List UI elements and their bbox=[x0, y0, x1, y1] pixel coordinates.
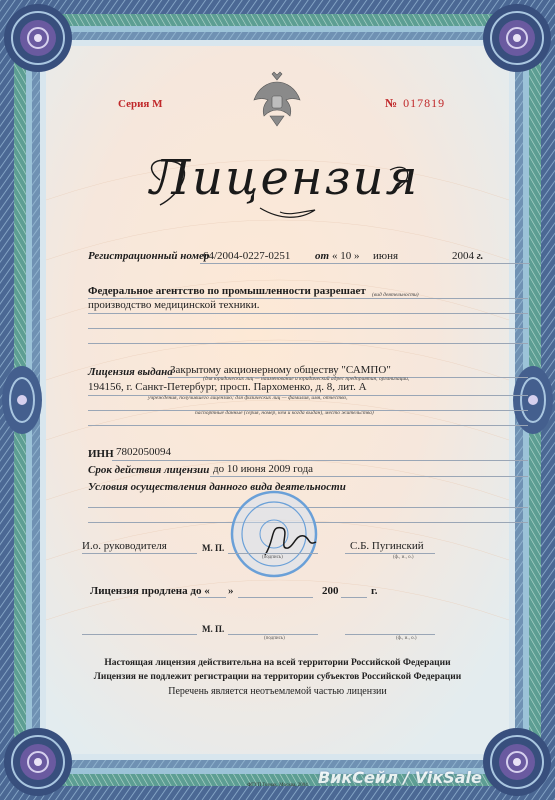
printer-imprint: ФГУП Гознак, Москва, 2004 bbox=[247, 783, 308, 788]
licensee-hint-2: учреждения, получившего лицензию; для физических лиц — фамилия, имя, отчество, bbox=[148, 395, 348, 401]
registration-year: 2004 г. bbox=[452, 250, 484, 262]
signature-hint: (подпись) bbox=[262, 555, 283, 560]
extension-name-hint: (ф., и., о.) bbox=[396, 636, 417, 641]
activity-hint: (вид деятельности) bbox=[372, 292, 419, 298]
rosette-icon bbox=[475, 0, 555, 80]
number-value: 017819 bbox=[403, 96, 446, 110]
signatory-name-hint: (ф., и., о.) bbox=[393, 555, 414, 560]
signatory-role: И.о. руководителя bbox=[82, 540, 167, 552]
russian-eagle-emblem-icon bbox=[250, 70, 305, 130]
rosette-icon bbox=[0, 360, 50, 440]
registration-from-label: от bbox=[315, 250, 330, 262]
registration-number: 64/2004-0227-0251 bbox=[203, 250, 291, 262]
extension-year-suffix: г. bbox=[371, 585, 378, 597]
document-number: № 017819 bbox=[385, 96, 446, 110]
title-flourish bbox=[140, 150, 420, 230]
conditions-label: Условия осуществления данного вида деятельности bbox=[88, 481, 346, 493]
licensee-hint-3: паспортные данные (серия, номер, кем и когда выдан), место жительства) bbox=[195, 410, 374, 416]
validity-value: до 10 июня 2009 года bbox=[213, 463, 314, 475]
registration-day: « 10 » bbox=[332, 250, 360, 262]
registration-month: июня bbox=[373, 250, 399, 262]
rosette-icon bbox=[505, 360, 555, 440]
signature-scribble bbox=[260, 520, 320, 560]
validity-label: Срок действия лицензии bbox=[88, 464, 210, 476]
stamp-place-label: М. П. bbox=[202, 543, 225, 553]
footer-line-2: Лицензия не подлежит регистрации на территории субъектов Российской Федерации bbox=[93, 672, 462, 682]
series-value: М bbox=[152, 98, 163, 110]
extension-year: 200 bbox=[322, 585, 339, 597]
licensee-address: 194156, г. Санкт-Петербург, просп. Пархоменко, д. 8, лит. А bbox=[88, 381, 367, 393]
watermark-text: ВикСейл / ViкSale bbox=[318, 768, 482, 787]
registration-label: Регистрационный номер bbox=[88, 250, 210, 262]
extension-label: Лицензия продлена до « bbox=[90, 585, 210, 597]
extension-stamp-label: М. П. bbox=[202, 624, 225, 634]
licensee-hint-1: (для юридических лиц — наименование и юридический адрес предприятия, организации, bbox=[203, 376, 410, 382]
extension-signature-hint: (подпись) bbox=[264, 636, 285, 641]
licensee-label: Лицензия выдана bbox=[88, 366, 173, 378]
page-title: Лицензия bbox=[150, 150, 420, 206]
footer-line-1: Настоящая лицензия действительна на всей территории Российской Федерации bbox=[104, 658, 451, 668]
authority-text: Федеральное агентство по промышленности разрешает bbox=[88, 285, 366, 297]
rosette-icon bbox=[0, 720, 80, 800]
series-label: Серия М bbox=[118, 98, 163, 110]
inn-label: ИНН bbox=[88, 448, 114, 460]
signatory-name: С.Б. Пугинский bbox=[350, 540, 424, 552]
rosette-icon bbox=[475, 720, 555, 800]
inn-value: 7802050094 bbox=[116, 446, 171, 458]
footer-line-3: Перечень является неотъемлемой частью лицензии bbox=[168, 686, 387, 697]
licensee-name: Закрытому акционерному обществу "САМПО" bbox=[170, 364, 391, 376]
extension-close-quote: » bbox=[228, 585, 234, 597]
activity-value: производство медицинской техники. bbox=[88, 299, 260, 311]
rosette-icon bbox=[0, 0, 80, 80]
